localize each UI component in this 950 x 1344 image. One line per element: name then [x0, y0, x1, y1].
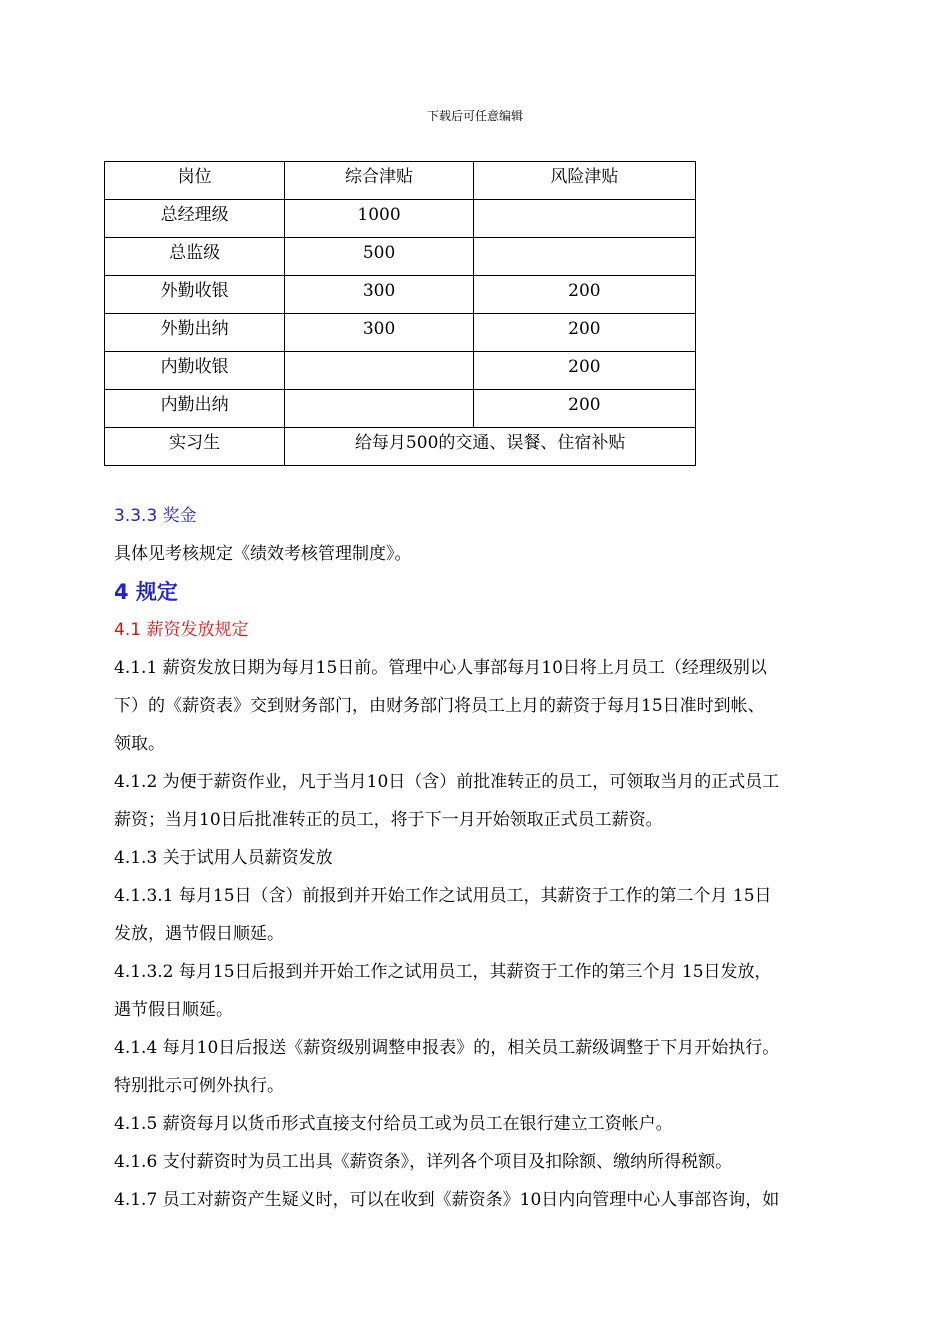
table-cell [473, 200, 695, 238]
table-row [105, 428, 696, 466]
paragraph-line: 薪资；当月10日后批准转正的员工，将于下一月开始领取正式员工薪资。 [114, 810, 663, 830]
table-cell: 300 [285, 276, 473, 314]
table-cell: 300 [285, 314, 473, 352]
table-header-row [105, 162, 696, 200]
table-cell: 200 [473, 276, 695, 314]
paragraph-line: 4.1.5 薪资每月以货币形式直接支付给员工或为员工在银行建立工资帐户。 [114, 1114, 673, 1134]
table-row [105, 200, 696, 238]
header-note: 下载后可任意编辑 [426, 109, 523, 123]
table-header-cell: 风险津贴 [473, 162, 695, 200]
table-cell-merged: 给每月500的交通、误餐、住宿补贴 [285, 428, 696, 466]
table-cell: 总经理级 [105, 200, 285, 238]
allowance-table [104, 161, 696, 466]
paragraph-line: 特别批示可例外执行。 [114, 1076, 284, 1096]
chapter-heading: 4 规定 [114, 580, 178, 604]
paragraph-line: 4.1.4 每月10日后报送《薪资级别调整申报表》的，相关员工薪级调整于下月开始执行。 [114, 1038, 780, 1058]
table-row [105, 352, 696, 390]
table-row [105, 314, 696, 352]
subsection-heading: 4.1 薪资发放规定 [114, 620, 249, 640]
table-cell: 200 [473, 390, 695, 428]
paragraph-line: 4.1.1 薪资发放日期为每月15日前。管理中心人事部每月10日将上月员工（经理级别以 [114, 658, 767, 678]
table-cell [285, 352, 473, 390]
paragraph-line: 具体见考核规定《绩效考核管理制度》。 [114, 544, 412, 564]
paragraph-line: 下）的《薪资表》交到财务部门，由财务部门将员工上月的薪资于每月15日准时到帐、 [114, 696, 765, 716]
paragraph-line: 发放，遇节假日顺延。 [114, 924, 284, 944]
table-cell: 内勤出纳 [105, 390, 285, 428]
table-header-cell: 综合津贴 [285, 162, 473, 200]
table-cell [285, 390, 473, 428]
table-cell: 1000 [285, 200, 473, 238]
table-cell: 总监级 [105, 238, 285, 276]
table-cell: 500 [285, 238, 473, 276]
table-header-cell: 岗位 [105, 162, 285, 200]
table-cell [473, 238, 695, 276]
table-cell: 外勤出纳 [105, 314, 285, 352]
paragraph-line: 领取。 [114, 734, 165, 754]
section-heading: 3.3.3 奖金 [114, 506, 197, 526]
table-row [105, 276, 696, 314]
table-row [105, 238, 696, 276]
table-cell: 实习生 [105, 428, 285, 466]
paragraph-line: 4.1.3.1 每月15日（含）前报到并开始工作之试用员工，其薪资于工作的第二个月 15日 [114, 886, 772, 906]
paragraph-line: 4.1.7 员工对薪资产生疑义时，可以在收到《薪资条》10日内向管理中心人事部咨询，如 [114, 1190, 780, 1210]
paragraph-line: 遇节假日顺延。 [114, 1000, 233, 1020]
table-cell: 外勤收银 [105, 276, 285, 314]
paragraph-line: 4.1.3 关于试用人员薪资发放 [114, 848, 333, 868]
document-body [114, 497, 864, 1219]
table-cell: 200 [473, 314, 695, 352]
table-cell: 内勤收银 [105, 352, 285, 390]
paragraph-line: 4.1.6 支付薪资时为员工出具《薪资条》，详列各个项目及扣除额、缴纳所得税额。 [114, 1152, 733, 1172]
table-row [105, 390, 696, 428]
paragraph-line: 4.1.3.2 每月15日后报到并开始工作之试用员工，其薪资于工作的第三个月 15日发放， [114, 962, 772, 982]
table-cell: 200 [473, 352, 695, 390]
paragraph-line: 4.1.2 为便于薪资作业，凡于当月10日（含）前批准转正的员工，可领取当月的正式员工 [114, 772, 780, 792]
